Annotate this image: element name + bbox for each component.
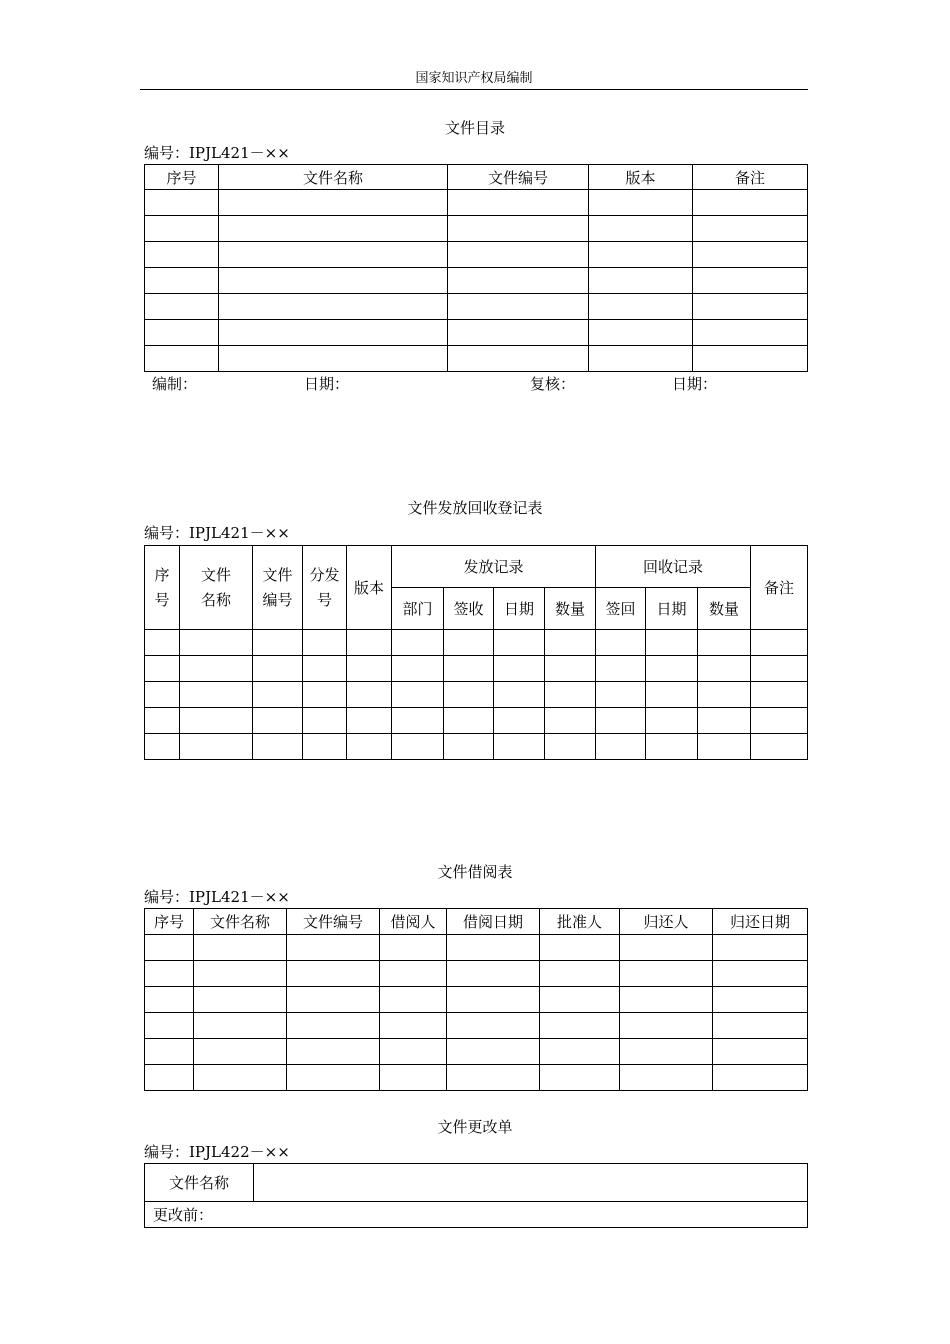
borrow-col-header: 文件名称 [194, 909, 287, 935]
borrow-cell[interactable] [287, 1065, 380, 1091]
borrow-col-header: 归还日期 [713, 909, 808, 935]
catalog-cell[interactable] [589, 320, 693, 346]
group-issue-record: 发放记录 [392, 546, 596, 588]
col-copy-number: 分发号 [303, 546, 347, 630]
recover-subheader: 签回 [596, 588, 646, 630]
distribution-cell[interactable] [444, 682, 494, 708]
borrow-cell[interactable] [447, 1065, 540, 1091]
catalog-title: 文件目录 [444, 119, 505, 137]
borrow-cell[interactable] [540, 1013, 620, 1039]
col-remark: 备注 [751, 546, 808, 630]
distribution-title: 文件发放回收登记表 [407, 499, 543, 517]
catalog-cell[interactable] [693, 268, 808, 294]
group-recover-record: 回收记录 [596, 546, 751, 588]
catalog-cell[interactable] [219, 268, 448, 294]
file-name-value[interactable] [254, 1164, 808, 1202]
distribution-cell[interactable] [253, 656, 303, 682]
distribution-row [145, 708, 808, 734]
recover-subheader: 数量 [698, 588, 751, 630]
catalog-col-header: 版本 [589, 165, 693, 190]
borrow-cell[interactable] [620, 961, 713, 987]
distribution-cell[interactable] [698, 682, 751, 708]
borrow-col-header: 借阅人 [380, 909, 447, 935]
catalog-cell[interactable] [145, 190, 219, 216]
catalog-cell[interactable] [693, 242, 808, 268]
catalog-cell[interactable] [448, 242, 589, 268]
borrow-cell[interactable] [540, 987, 620, 1013]
issue-subheader: 部门 [392, 588, 444, 630]
borrow-row [145, 1065, 808, 1091]
distribution-cell[interactable] [596, 630, 646, 656]
distribution-cell[interactable] [253, 734, 303, 760]
distribution-cell[interactable] [392, 708, 444, 734]
col-file-number: 文件编号 [253, 546, 303, 630]
borrow-col-header: 批准人 [540, 909, 620, 935]
borrow-cell[interactable] [145, 935, 194, 961]
distribution-cell[interactable] [444, 656, 494, 682]
distribution-cell[interactable] [545, 682, 596, 708]
distribution-cell[interactable] [751, 630, 808, 656]
catalog-cell[interactable] [448, 268, 589, 294]
distribution-cell[interactable] [545, 734, 596, 760]
borrow-title: 文件借阅表 [437, 863, 513, 881]
distribution-cell[interactable] [751, 682, 808, 708]
distribution-cell[interactable] [347, 630, 392, 656]
catalog-cell[interactable] [145, 346, 219, 372]
catalog-cell[interactable] [448, 320, 589, 346]
borrow-cell[interactable] [713, 987, 808, 1013]
borrow-cell[interactable] [194, 1013, 287, 1039]
borrow-code: 编号：IPJL421－×× [144, 888, 290, 906]
catalog-col-header: 文件编号 [448, 165, 589, 190]
distribution-cell[interactable] [253, 630, 303, 656]
reviewed-label: 复核： [530, 375, 576, 393]
distribution-cell[interactable] [253, 708, 303, 734]
catalog-cell[interactable] [448, 346, 589, 372]
borrow-cell[interactable] [380, 1039, 447, 1065]
catalog-code: 编号：IPJL421－×× [144, 144, 290, 162]
borrow-col-header: 归还人 [620, 909, 713, 935]
distribution-cell[interactable] [494, 630, 545, 656]
catalog-table [144, 164, 808, 372]
catalog-row [145, 294, 808, 320]
borrow-cell[interactable] [194, 935, 287, 961]
catalog-cell[interactable] [589, 268, 693, 294]
borrow-cell[interactable] [380, 1013, 447, 1039]
borrow-cell[interactable] [287, 935, 380, 961]
distribution-row [145, 682, 808, 708]
issue-subheader: 签收 [444, 588, 494, 630]
borrow-cell[interactable] [447, 987, 540, 1013]
catalog-cell[interactable] [219, 294, 448, 320]
borrow-cell[interactable] [287, 987, 380, 1013]
catalog-cell[interactable] [448, 294, 589, 320]
borrow-cell[interactable] [620, 935, 713, 961]
catalog-cell[interactable] [145, 268, 219, 294]
distribution-cell[interactable] [545, 630, 596, 656]
file-name-label: 文件名称 [145, 1164, 254, 1202]
distribution-cell[interactable] [646, 708, 698, 734]
distribution-cell[interactable] [303, 656, 347, 682]
distribution-cell[interactable] [180, 630, 253, 656]
catalog-cell[interactable] [448, 190, 589, 216]
catalog-cell[interactable] [693, 190, 808, 216]
catalog-cell[interactable] [589, 242, 693, 268]
distribution-cell[interactable] [494, 734, 545, 760]
distribution-cell[interactable] [545, 708, 596, 734]
borrow-cell[interactable] [713, 1039, 808, 1065]
change-table [144, 1163, 808, 1228]
distribution-cell[interactable] [444, 708, 494, 734]
borrow-cell[interactable] [620, 987, 713, 1013]
distribution-cell[interactable] [347, 656, 392, 682]
catalog-cell[interactable] [145, 242, 219, 268]
borrow-cell[interactable] [194, 987, 287, 1013]
distribution-cell[interactable] [145, 708, 180, 734]
catalog-cell[interactable] [589, 346, 693, 372]
distribution-cell[interactable] [751, 656, 808, 682]
borrow-cell[interactable] [194, 961, 287, 987]
before-change-label: 更改前： [145, 1202, 808, 1228]
borrow-cell[interactable] [380, 935, 447, 961]
borrow-col-header: 借阅日期 [447, 909, 540, 935]
catalog-cell[interactable] [589, 190, 693, 216]
distribution-cell[interactable] [347, 734, 392, 760]
distribution-cell[interactable] [145, 734, 180, 760]
catalog-row [145, 320, 808, 346]
distribution-cell[interactable] [596, 734, 646, 760]
borrow-cell[interactable] [287, 1013, 380, 1039]
distribution-row [145, 656, 808, 682]
change-code: 编号：IPJL422－×× [144, 1143, 290, 1161]
borrow-cell[interactable] [447, 935, 540, 961]
distribution-cell[interactable] [444, 630, 494, 656]
borrow-cell[interactable] [620, 1039, 713, 1065]
distribution-cell[interactable] [145, 630, 180, 656]
borrow-cell[interactable] [540, 935, 620, 961]
catalog-row [145, 242, 808, 268]
distribution-cell[interactable] [347, 708, 392, 734]
borrow-cell[interactable] [145, 961, 194, 987]
distribution-cell[interactable] [646, 734, 698, 760]
prepared-label: 编制： [152, 375, 198, 393]
borrow-cell[interactable] [145, 987, 194, 1013]
distribution-cell[interactable] [646, 630, 698, 656]
distribution-cell[interactable] [698, 734, 751, 760]
distribution-cell[interactable] [392, 682, 444, 708]
borrow-cell[interactable] [145, 1039, 194, 1065]
distribution-cell[interactable] [145, 656, 180, 682]
recover-subheader: 日期 [646, 588, 698, 630]
catalog-col-header: 文件名称 [219, 165, 448, 190]
distribution-cell[interactable] [646, 656, 698, 682]
catalog-cell[interactable] [219, 320, 448, 346]
distribution-cell[interactable] [180, 734, 253, 760]
distribution-cell[interactable] [392, 630, 444, 656]
catalog-cell[interactable] [219, 346, 448, 372]
borrow-cell[interactable] [145, 1013, 194, 1039]
distribution-cell[interactable] [494, 708, 545, 734]
distribution-cell[interactable] [347, 682, 392, 708]
distribution-cell[interactable] [253, 682, 303, 708]
distribution-cell[interactable] [180, 708, 253, 734]
catalog-cell[interactable] [589, 294, 693, 320]
distribution-cell[interactable] [392, 656, 444, 682]
distribution-row [145, 734, 808, 760]
borrow-cell[interactable] [380, 1065, 447, 1091]
borrow-cell[interactable] [287, 1039, 380, 1065]
date-label-1: 日期： [304, 375, 350, 393]
catalog-cell[interactable] [693, 346, 808, 372]
borrow-cell[interactable] [540, 1039, 620, 1065]
catalog-row [145, 216, 808, 242]
catalog-cell[interactable] [589, 216, 693, 242]
distribution-table [144, 545, 808, 760]
borrow-cell[interactable] [713, 1013, 808, 1039]
borrow-cell[interactable] [620, 1013, 713, 1039]
borrow-cell[interactable] [194, 1039, 287, 1065]
borrow-cell[interactable] [145, 1065, 194, 1091]
borrow-cell[interactable] [447, 961, 540, 987]
page-header: 国家知识产权局编制 [140, 70, 808, 90]
issue-subheader: 日期 [494, 588, 545, 630]
distribution-cell[interactable] [751, 708, 808, 734]
borrow-col-header: 文件编号 [287, 909, 380, 935]
distribution-cell[interactable] [494, 682, 545, 708]
catalog-cell[interactable] [693, 216, 808, 242]
distribution-code: 编号：IPJL421－×× [144, 524, 290, 542]
distribution-row [145, 630, 808, 656]
catalog-col-header: 备注 [693, 165, 808, 190]
col-version: 版本 [347, 546, 392, 630]
borrow-cell[interactable] [713, 961, 808, 987]
distribution-cell[interactable] [646, 682, 698, 708]
borrow-cell[interactable] [540, 1065, 620, 1091]
borrow-cell[interactable] [447, 1013, 540, 1039]
borrow-cell[interactable] [620, 1065, 713, 1091]
distribution-cell[interactable] [303, 708, 347, 734]
borrow-cell[interactable] [287, 961, 380, 987]
distribution-cell[interactable] [180, 682, 253, 708]
catalog-row [145, 346, 808, 372]
borrow-row [145, 961, 808, 987]
catalog-cell[interactable] [219, 216, 448, 242]
distribution-cell[interactable] [180, 656, 253, 682]
distribution-cell[interactable] [596, 682, 646, 708]
borrow-row [145, 935, 808, 961]
catalog-col-header: 序号 [145, 165, 219, 190]
distribution-cell[interactable] [303, 630, 347, 656]
distribution-cell[interactable] [494, 656, 545, 682]
borrow-cell[interactable] [447, 1039, 540, 1065]
date-label-2: 日期： [672, 375, 718, 393]
distribution-cell[interactable] [545, 656, 596, 682]
distribution-cell[interactable] [444, 734, 494, 760]
catalog-cell[interactable] [219, 242, 448, 268]
catalog-row [145, 190, 808, 216]
distribution-cell[interactable] [698, 656, 751, 682]
catalog-cell[interactable] [145, 320, 219, 346]
catalog-cell[interactable] [145, 294, 219, 320]
borrow-cell[interactable] [380, 961, 447, 987]
change-title: 文件更改单 [437, 1118, 513, 1136]
borrow-cell[interactable] [713, 935, 808, 961]
distribution-cell[interactable] [392, 734, 444, 760]
distribution-cell[interactable] [698, 630, 751, 656]
borrow-row [145, 1039, 808, 1065]
distribution-cell[interactable] [751, 734, 808, 760]
catalog-cell[interactable] [219, 190, 448, 216]
catalog-cell[interactable] [145, 216, 219, 242]
col-file-name: 文件名称 [180, 546, 253, 630]
issue-subheader: 数量 [545, 588, 596, 630]
borrow-cell[interactable] [713, 1065, 808, 1091]
catalog-signature-row [144, 374, 808, 394]
catalog-cell[interactable] [693, 294, 808, 320]
borrow-row [145, 987, 808, 1013]
distribution-cell[interactable] [145, 682, 180, 708]
borrow-cell[interactable] [380, 987, 447, 1013]
borrow-row [145, 1013, 808, 1039]
distribution-cell[interactable] [303, 734, 347, 760]
col-seq: 序号 [145, 546, 180, 630]
borrow-table [144, 908, 808, 1091]
catalog-row [145, 268, 808, 294]
distribution-cell[interactable] [303, 682, 347, 708]
borrow-col-header: 序号 [145, 909, 194, 935]
borrow-cell[interactable] [540, 961, 620, 987]
distribution-cell[interactable] [596, 656, 646, 682]
distribution-cell[interactable] [596, 708, 646, 734]
distribution-cell[interactable] [698, 708, 751, 734]
catalog-cell[interactable] [448, 216, 589, 242]
catalog-cell[interactable] [693, 320, 808, 346]
borrow-cell[interactable] [194, 1065, 287, 1091]
